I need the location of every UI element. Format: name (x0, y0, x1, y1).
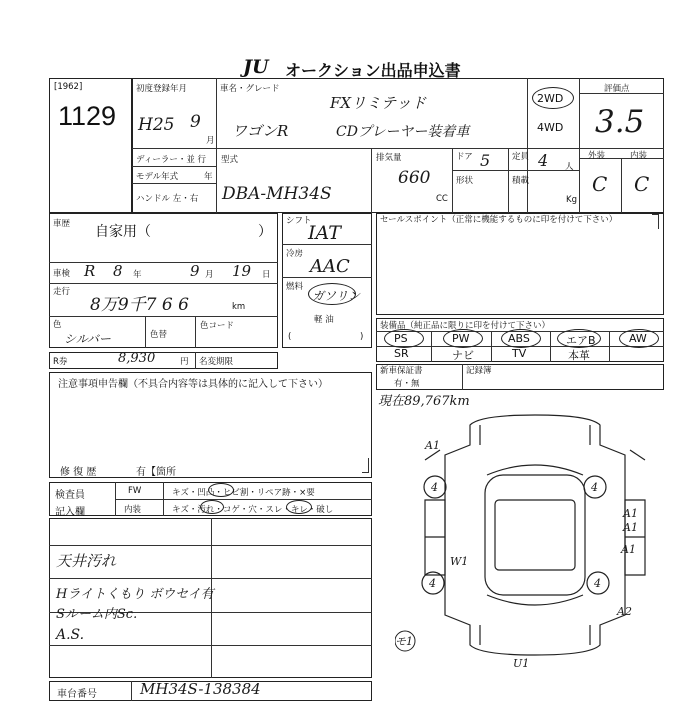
equip-aw: AW (629, 332, 647, 345)
score: 3.5 (595, 104, 645, 140)
usage: 自家用（ (95, 224, 151, 240)
inspection-year-unit: 年 (133, 270, 142, 280)
yen-unit: 円 (180, 357, 189, 367)
fw-items: キズ・凹凸・ヒビ割・リペア跡・×要 (172, 488, 315, 498)
drive-4wd: 4WD (537, 121, 564, 134)
chassis-label: 車台番号 (57, 689, 97, 700)
lot-number-box (49, 78, 132, 213)
mark-a2: A2 (617, 605, 632, 618)
ref-code: [1962] (54, 82, 83, 92)
remark-4: A.S. (56, 627, 85, 643)
fuel-note: 軽 油 (314, 315, 334, 325)
name-change-label: 名変期限 (199, 357, 234, 367)
first-registration-label: 初度登録年月 (136, 84, 188, 94)
equip-leather: 本革 (568, 349, 590, 362)
mark-a1-r3: A1 (621, 543, 636, 556)
dealer-label: ディーラー・並 行 (136, 155, 207, 165)
shape-label: 形状 (456, 176, 474, 186)
model-code: DBA-MH34S (222, 184, 332, 204)
repair-history-value: 有【箇所 (136, 467, 176, 478)
load-label: 積載 (512, 176, 530, 186)
mark-a1-front: A1 (425, 439, 440, 452)
repair-bracket (362, 458, 369, 473)
inspection-day: 19 (232, 262, 252, 280)
recycle-amount: 8,930 (118, 351, 156, 366)
mileage-label: 走行 (53, 287, 71, 297)
interior-items: キズ・汚れ・コゲ・穴・スレ・キレ・破し (172, 505, 334, 515)
model-label: 型式 (221, 155, 239, 165)
mark-tire-fr: 4 (591, 481, 598, 494)
auction-logo: JU (243, 56, 269, 78)
aircon-label: 冷房 (286, 249, 304, 259)
record-label: 記録簿 (466, 366, 492, 376)
chassis-number: MH34S-138384 (140, 680, 261, 698)
mark-tire-rl: 4 (429, 577, 436, 590)
shift: IAT (308, 222, 341, 244)
month-unit: 月 (206, 136, 215, 146)
drive-2wd-circle (532, 87, 574, 109)
drive-2wd: 2WD (537, 92, 564, 105)
equip-ps: PS (394, 332, 408, 345)
displacement-label: 排気量 (376, 153, 402, 163)
mark-mo1: モ1 (395, 635, 413, 648)
interior-label: 内装 (630, 151, 648, 161)
equip-pw-circle (443, 329, 483, 348)
car-damage-diagram (395, 405, 675, 670)
fuel-paren-left: ( (288, 332, 292, 342)
registration-month: 9 (190, 112, 201, 132)
sales-points-label: セールスポイント（正常に機能するものに印を付けて下さい） (380, 215, 618, 225)
usage-paren: ） (258, 224, 272, 240)
doors: 5 (480, 151, 491, 170)
mark-a1-r1: A1 (623, 507, 638, 520)
color: シルバー (64, 332, 111, 346)
aircon: AAC (310, 256, 350, 277)
equip-sr: SR (394, 347, 409, 360)
equip-abs: ABS (508, 332, 530, 345)
inspection-day-unit: 日 (262, 270, 271, 280)
color-change-label: 色替 (150, 330, 168, 340)
equip-pw: PW (452, 332, 470, 345)
equip-ps-circle (384, 329, 424, 348)
sales-bracket (652, 214, 659, 229)
notes-label: 注意事項申告欄（不具合内容等は具体的に記入して下さい） (58, 379, 328, 390)
mark-a1-r2: A1 (623, 521, 638, 534)
doors-label: ドア (456, 152, 473, 162)
interior-wear-circle (286, 500, 312, 514)
equip-tv: TV (512, 347, 527, 360)
inspection-month: 9 (190, 262, 200, 280)
usage-label: 車歴 (53, 219, 71, 229)
odometer-note: 現在89,767km (378, 394, 470, 409)
fw-label: FW (128, 486, 142, 496)
remark-1: 天井汚れ (56, 552, 117, 570)
handle-label: ハンドル 左・右 (136, 194, 199, 204)
lot-number: 1129 (58, 101, 117, 131)
recycle-label: R券 (53, 357, 68, 367)
interior-word: 内装 (124, 505, 142, 515)
shift-label: シフト (286, 216, 312, 226)
equip-airbag-circle (557, 329, 601, 348)
year-unit: 年 (204, 172, 213, 182)
entry-label: 記入欄 (55, 507, 85, 518)
car-name-label: 車名・グレード (220, 84, 280, 94)
form-title: オークション出品申込書 (285, 61, 461, 80)
options-note: CDプレーヤー装着車 (336, 124, 470, 140)
model-year-label: モデル年式 (136, 172, 179, 182)
capacity-label: 定員 (512, 152, 530, 162)
capacity: 4 (538, 151, 549, 170)
registration-year: H25 (138, 115, 175, 135)
mark-w1: W1 (450, 555, 469, 568)
remark-2: Hライトくもり ボウセイ有 (56, 587, 214, 602)
equipment-label: 装備品（純正品に限りに印を付けて下さい） (380, 321, 551, 331)
fuel: ガソリン (312, 289, 361, 303)
exterior-label: 外装 (588, 151, 606, 161)
sales-points-box (376, 213, 664, 315)
recycle-row (49, 352, 278, 369)
capacity-unit: 人 (565, 162, 574, 172)
fuel-paren-right: ) (360, 332, 364, 342)
fw-dent-circle (208, 483, 234, 497)
remark-3: Sルーム内Sc. (56, 607, 138, 622)
color-label: 色 (53, 320, 62, 330)
repair-history-label: 修 復 歴 (60, 467, 97, 478)
equip-navi: ナビ (452, 349, 474, 362)
grade: FXリミテッド (330, 94, 427, 112)
fuel-label: 燃料 (286, 282, 304, 292)
new-warranty-label: 新車保証書 (380, 366, 423, 376)
mark-tire-rr: 4 (594, 577, 601, 590)
score-label: 評価点 (604, 84, 630, 94)
inspection-era: R (84, 262, 96, 280)
inspector-label: 検査員 (55, 490, 85, 501)
cc-unit: CC (436, 194, 448, 204)
mark-u1: U1 (513, 657, 530, 670)
mileage: 8万9千7 6 6 (90, 295, 189, 315)
car-name: ワゴンR (232, 122, 289, 140)
new-warranty: 有・無 (394, 379, 420, 389)
km-unit: km (232, 302, 246, 312)
displacement: 660 (398, 168, 431, 188)
mark-tire-fl: 4 (431, 481, 438, 494)
kg-unit: Kg (566, 195, 577, 205)
inspection-month-unit: 月 (205, 270, 214, 280)
color-code-label: 色コード (200, 321, 235, 331)
equip-aw-circle (619, 329, 659, 348)
equip-airbag: エアB (566, 334, 596, 347)
equip-abs-circle (501, 329, 541, 348)
interior-dirt-circle (200, 500, 224, 514)
inspection-year: 8 (113, 262, 123, 280)
exterior-grade: C (592, 172, 608, 196)
interior-grade: C (634, 172, 650, 196)
fuel-circle (308, 283, 356, 305)
inspection-label: 車検 (53, 269, 71, 279)
